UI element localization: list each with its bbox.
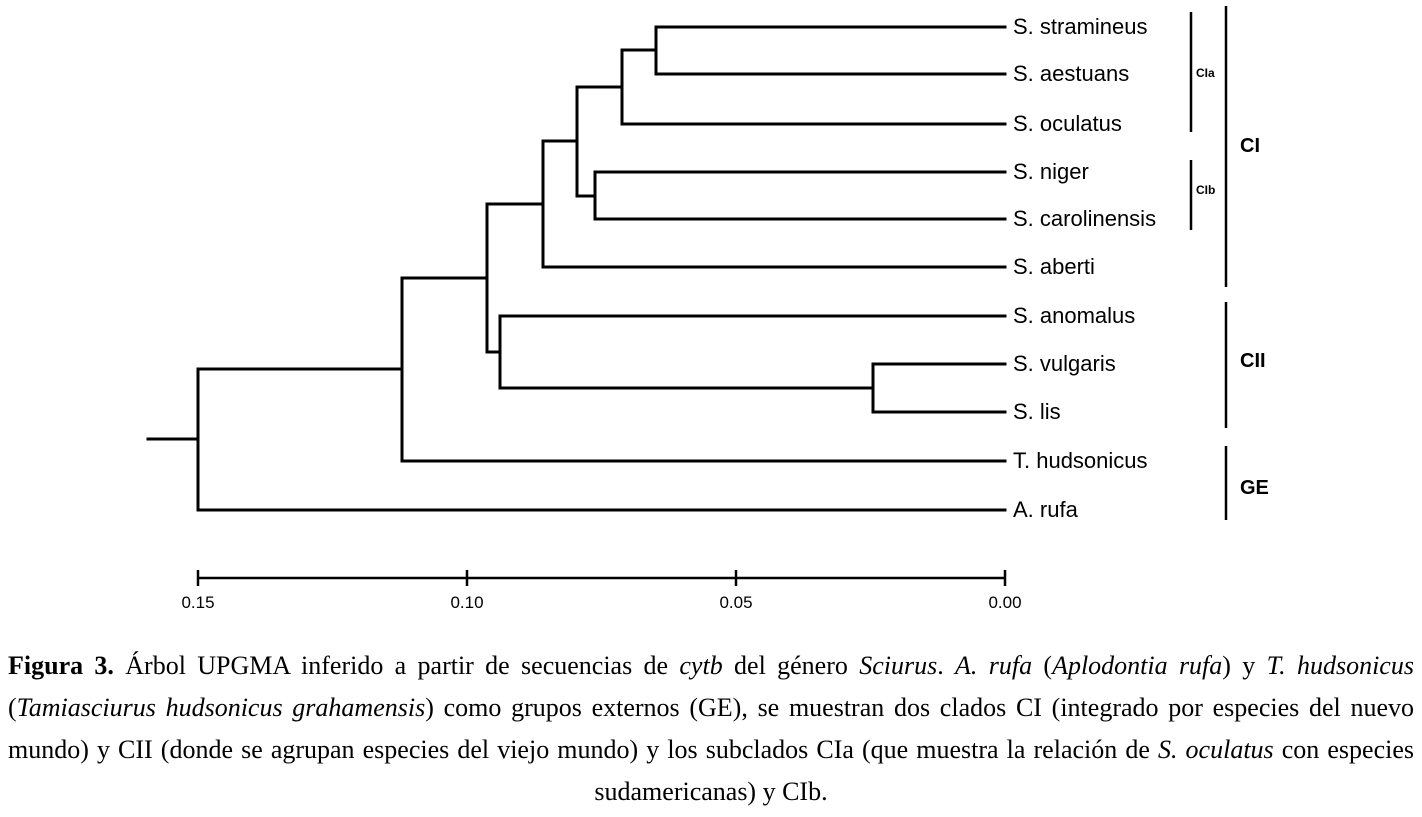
clade-labels	[1196, 66, 1269, 499]
caption-text: .	[937, 651, 956, 680]
axis-tick-label: 0.15	[181, 593, 215, 612]
taxon-vulgaris: S. vulgaris	[1013, 351, 1116, 376]
caption-italic: Tamiasciurus hudsonicus grahamensis	[16, 693, 426, 722]
taxon-hudsonicus: T. hudsonicus	[1013, 448, 1148, 473]
branch-vulgaris-lis	[873, 364, 1005, 412]
clade-label-cii: CII	[1240, 350, 1266, 372]
taxon-carolinensis: S. carolinensis	[1013, 206, 1157, 231]
figure-caption	[0, 645, 1422, 813]
caption-text: con especies sudamericanas) y CIb.	[594, 735, 1415, 806]
caption-text: ) y	[1222, 651, 1267, 680]
taxon-stramineus: S. stramineus	[1013, 14, 1148, 39]
clade-label-cia: CIa	[1196, 66, 1215, 80]
clade-brackets	[1191, 6, 1226, 520]
branch-ci	[543, 141, 1005, 267]
clade-label-ci: CI	[1240, 135, 1260, 157]
taxon-rufa: A. rufa	[1013, 497, 1078, 522]
caption-text: (	[8, 693, 17, 722]
branch-stramineus-aestuans	[656, 27, 1005, 74]
tree-branches	[148, 27, 1005, 510]
branch-cii	[500, 316, 1005, 388]
caption-text: (	[1032, 651, 1053, 680]
taxon-aberti: S. aberti	[1013, 254, 1095, 279]
taxon-anomalus: S. anomalus	[1013, 303, 1136, 328]
branch-cia	[622, 50, 1005, 124]
axis-tick-label: 0.10	[450, 593, 484, 612]
taxon-niger: S. niger	[1013, 159, 1089, 184]
caption-italic: cytb	[679, 651, 723, 680]
clade-label-cib: CIb	[1196, 183, 1216, 197]
axis-tick-label: 0.05	[719, 593, 753, 612]
branch-root	[198, 369, 1005, 510]
caption-text: ) como grupos externos (GE), se muestran dos clados CI (integrado por especies del nuevo mundo) y CII (donde se agrupan especies del viejo mundo) y los subclados CIa (que muestra la relación de	[8, 693, 1414, 764]
taxon-oculatus: S. oculatus	[1013, 111, 1122, 136]
branch-cia-cib	[577, 87, 622, 196]
taxon-labels	[1013, 14, 1156, 522]
clade-label-ge: GE	[1240, 477, 1269, 499]
caption-italic: S. oculatus	[1157, 735, 1274, 764]
caption-italic: A. rufa	[955, 651, 1033, 680]
caption-italic: Sciurus	[859, 651, 938, 680]
distance-axis	[181, 570, 1021, 612]
branch-cib	[595, 172, 1005, 219]
caption-italic: Aplodontia rufa	[1052, 651, 1223, 680]
axis-tick-label: 0.00	[988, 593, 1022, 612]
caption-italic: T. hudsonicus	[1266, 651, 1414, 680]
taxon-lis: S. lis	[1013, 399, 1061, 424]
caption-text: Árbol UPGMA inferido a partir de secuencias de	[113, 651, 680, 680]
caption-label: Figura 3.	[8, 651, 114, 680]
caption-text: del género	[722, 651, 860, 680]
branch-ci-cii	[487, 204, 543, 352]
branch-hudsonicus	[402, 278, 1005, 461]
taxon-aestuans: S. aestuans	[1013, 61, 1130, 86]
